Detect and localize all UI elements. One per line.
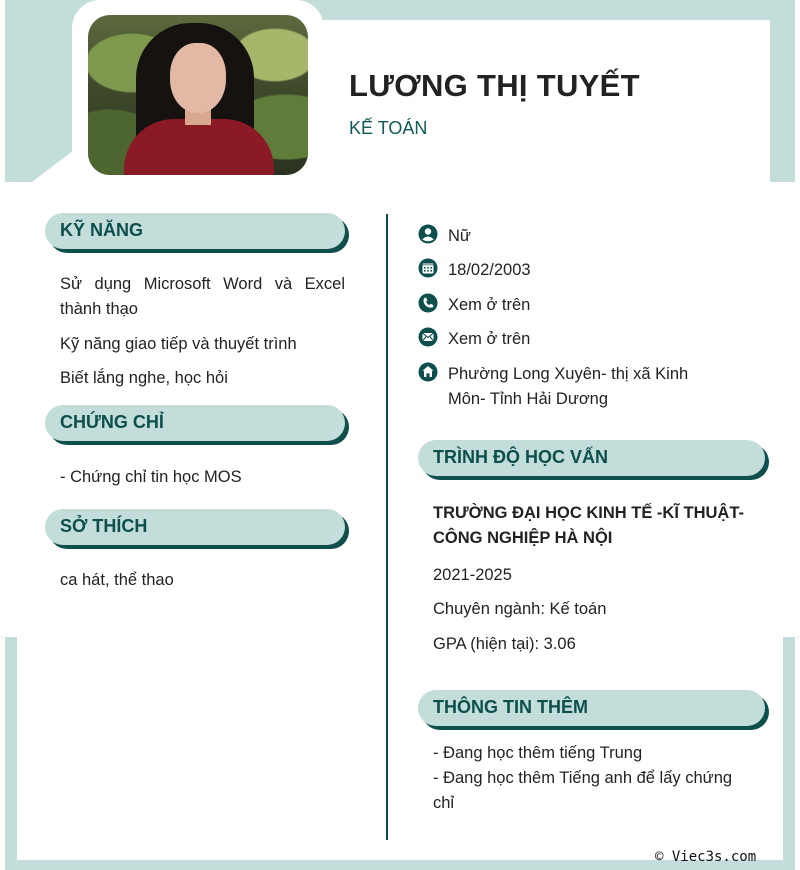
school-name: TRƯỜNG ĐẠI HỌC KINH TẾ -KĨ THUẬT- CÔNG NGHIỆP HÀ NỘI — [433, 504, 744, 547]
skill-item: Biết lắng nghe, học hỏi — [60, 369, 228, 387]
gender-value: Nữ — [448, 227, 471, 245]
hobbies-heading: SỞ THÍCH — [60, 516, 148, 536]
email-value: Xem ở trên — [448, 330, 531, 348]
location-icon — [418, 362, 438, 382]
profile-photo — [88, 15, 308, 175]
hobbies-heading-bar — [45, 509, 345, 545]
envelope-icon — [418, 327, 438, 347]
skills-heading: KỸ NĂNG — [60, 220, 144, 240]
address-value: Phường Long Xuyên- thị xã Kinh Môn- Tỉnh Hải Dương — [448, 365, 689, 408]
extra-heading: THÔNG TIN THÊM — [433, 697, 588, 717]
phone-icon — [418, 293, 438, 313]
skills-heading-bar — [45, 213, 345, 249]
job-title: KẾ TOÁN — [349, 118, 428, 138]
extra-item: - Đang học thêm tiếng Trung — [433, 744, 643, 762]
certificate-item: - Chứng chỉ tin học MOS — [60, 468, 242, 486]
certificates-heading: CHỨNG CHỈ — [60, 412, 164, 432]
extra-heading-bar — [418, 690, 765, 726]
study-years: 2021-2025 — [433, 566, 512, 584]
certificates-heading-bar — [45, 405, 345, 441]
calendar-icon — [418, 258, 438, 278]
education-heading-bar — [418, 440, 765, 476]
phone-value: Xem ở trên — [448, 296, 531, 314]
extra-item: - Đang học thêm Tiếng anh để lấy chứng chỉ — [433, 769, 733, 812]
user-icon — [418, 224, 438, 244]
birthday-value: 18/02/2003 — [448, 261, 531, 279]
candidate-name: LƯƠNG THỊ TUYẾT — [349, 68, 640, 103]
hobby-item: ca hát, thể thao — [60, 571, 174, 589]
watermark: © Viec3s.com — [655, 849, 757, 865]
major: Chuyên ngành: Kế toán — [433, 600, 607, 618]
skill-item: Kỹ năng giao tiếp và thuyết trình — [60, 335, 297, 353]
column-divider — [386, 214, 388, 840]
gpa: GPA (hiện tại): 3.06 — [433, 635, 576, 653]
education-heading: TRÌNH ĐỘ HỌC VẤN — [433, 447, 608, 467]
skill-item: Sử dụng Microsoft Word và Excel thành thạo — [60, 275, 345, 318]
